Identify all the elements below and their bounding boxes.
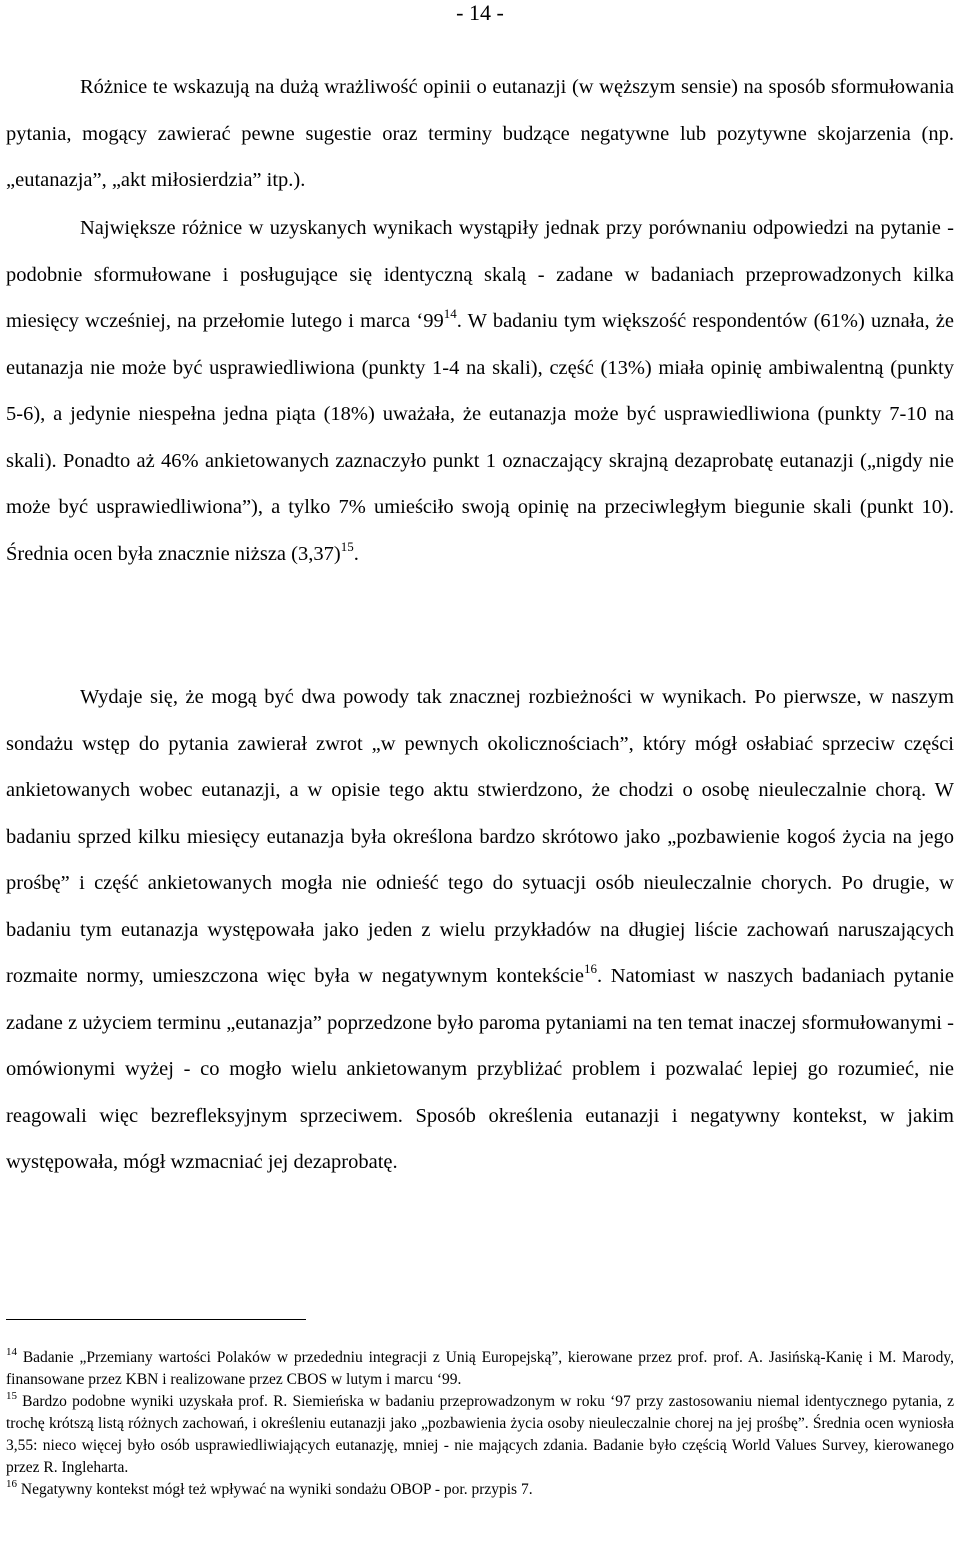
footnotes [6,1347,954,1501]
footnote-ref-16[interactable]: 16 [583,961,597,976]
footnote-separator [6,1319,306,1320]
paragraph-1 [6,64,954,204]
footnote-15 [6,1391,954,1479]
paragraph-3 [6,674,954,1186]
footnote-text: Negatywny kontekst mógł też wpływać na wyniki sondażu OBOP - por. przypis 7. [17,1481,533,1498]
footnote-number: 15 [6,1390,17,1402]
footnote-text: Bardzo podobne wyniki uzyskała prof. R. Siemieńska w badaniu przeprowadzonym w roku ‘97 przy zastosowaniu niemal identycznego pytania, z trochę krótszą listą różnych zachowań, i określeniu eutanazji jako „pozbawienia życia osoby nieuleczalnie chorej na jej prośbę”. Średnia ocen wyniosła 3,55: nieco więcej było osób usprawiedliwiających eutanazję, mniej - nie mających zdania. Badanie było częścią World Values Survey, kierowanego przez R. Ingleharta. [6,1393,954,1476]
paragraph-2-text-c: . [353,542,359,565]
footnote-16 [6,1479,954,1501]
footnote-number: 16 [6,1478,17,1490]
paragraph-2-text-a: Największe różnice w uzyskanych wynikach wystąpiły jednak przy porównaniu odpowiedzi na pytanie - podobnie sformułowane i posługujące się identyczną skalą - zadane w badaniach przeprowadzonych kilka miesięcy wcześniej, na przełomie lutego i marca ‘99 [6,217,954,332]
paragraph-1-text: Różnice te wskazują na dużą wrażliwość opinii o eutanazji (w węższym sensie) na sposób sformułowania pytania, mogący zawierać pewne sugestie oraz terminy budzące negatywne lub pozytywne skojarzenia (np. „eutanazja”, „akt miłosierdzia” itp.). [6,76,954,191]
paragraph-3-text-a: Wydaje się, że mogą być dwa powody tak znacznej rozbieżności w wynikach. Po pierwsze, w naszym sondażu wstęp do pytania zawierał zwrot „w pewnych okolicznościach”, który mógł osłabiać sprzeciw części ankietowanych wobec eutanazji, a w opisie tego aktu stwierdzono, że chodzi o osobę nieuleczalnie chorą. W badaniu sprzed kilku miesięcy eutanazja była określona bardzo skrótowo jako „pozbawienie kogoś życia na jego prośbę” i część ankietowanych mogła nie odnieść tego do sytuacji osób nieuleczalnie chorych. Po drugie, w badaniu tym eutanazja występowała jako jeden z wielu przykładów na długiej liście zachowań naruszających rozmaite normy, umieszczona więc była w negatywnym kontekście [6,686,954,987]
footnote-ref-14[interactable]: 14 [443,306,457,321]
paragraph-2 [6,205,954,577]
footnote-ref-15[interactable]: 15 [340,538,354,554]
footnote-text: Badanie „Przemiany wartości Polaków w przededniu integracji z Unią Europejską”, kierowane przez prof. prof. A. Jasińską-Kanię i M. Marody, finansowane przez KBN i realizowane przez CBOS w lutym i marcu ‘99. [6,1349,954,1388]
footnote-14 [6,1347,954,1391]
paragraph-2-text-b: . W badaniu tym większość respondentów (61%) uznała, że eutanazja nie może być usprawiedliwiona (punkty 1-4 na skali), część (13%) miała opinię ambiwalentną (punkty 5-6), a jedynie niespełna jedna piąta (18%) uważała, że eutanazja może być usprawiedliwiona (punkty 7-10 na skali). Ponadto aż 46% ankietowanych zaznaczyło punkt 1 oznaczający skrajną dezaprobatę eutanazji („nigdy nie może być usprawiedliwiona”), a tylko 7% umieściło swoją opinię na przeciwległym biegunie skali (punkt 10). Średnia ocen była znacznie niższa (3,37) [6,310,954,565]
footnote-number: 14 [6,1346,17,1358]
page-number: - 14 - [456,0,504,25]
paragraph-3-text-b: . Natomiast w naszych badaniach pytanie zadane z użyciem terminu „eutanazja” poprzedzone było paroma pytaniami na ten temat inaczej sformułowanymi - omówionymi wyżej - co mogło wielu ankietowanym przybliżać problem i pozwalać lepiej go rozumieć, nie reagowali więc bezrefleksyjnym sprzeciwem. Sposób określenia eutanazji i negatywny kontekst, w jakim występowała, mógł wzmacniać jej dezaprobatę. [6,965,954,1173]
